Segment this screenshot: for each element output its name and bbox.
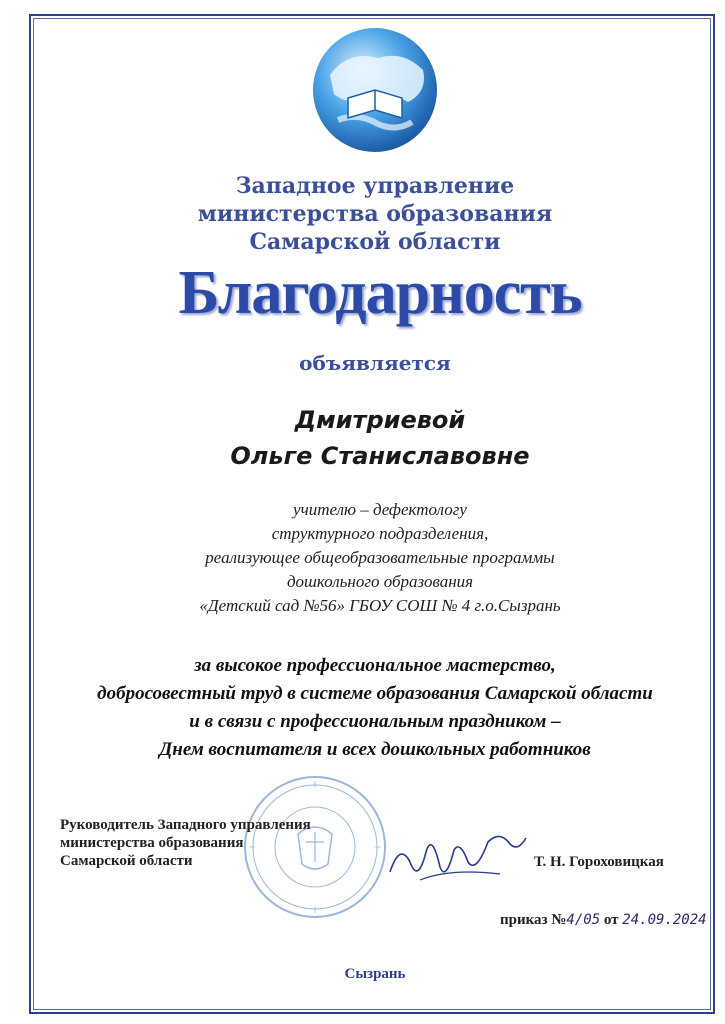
city-name: Сызрань — [344, 966, 406, 982]
position-line: «Детский сад №56» ГБОУ СОШ № 4 г.о.Сызрань — [199, 596, 561, 615]
organization-name — [140, 172, 610, 256]
org-line: министерства образования — [197, 201, 553, 227]
signer-title-line: министерства образования — [60, 835, 244, 851]
recipient-name — [120, 402, 640, 474]
position-line: структурного подразделения, — [271, 524, 489, 543]
order-reference — [500, 912, 707, 929]
position-line: учителю – дефектологу — [293, 500, 467, 519]
recipient-position — [90, 498, 670, 618]
signer-title-line: Руководитель Западного управления — [60, 817, 311, 833]
reason-line: добросовестный труд в системе образования Самарской области — [97, 683, 653, 704]
reason-line: и в связи с профессиональным праздником – — [189, 711, 561, 732]
order-date-label: от — [603, 912, 619, 928]
order-number: 4/05 — [566, 912, 601, 928]
award-reason — [40, 652, 710, 764]
reason-line: Днем воспитателя и всех дошкольных работников — [159, 739, 591, 760]
recipient-line: Дмитриевой — [294, 406, 466, 434]
signer-title-line: Самарской области — [60, 853, 193, 869]
org-line: Самарской области — [249, 229, 501, 255]
position-line: дошкольного образования — [286, 572, 474, 591]
signature-position-block — [60, 816, 311, 870]
order-label: приказ № — [500, 912, 567, 928]
handwritten-signature-icon — [380, 822, 530, 892]
signer-name: Т. Н. Гороховицкая — [534, 854, 664, 870]
org-line: Западное управление — [235, 173, 515, 199]
announced-label: объявляется — [299, 351, 451, 375]
recipient-line: Ольге Станиславовне — [230, 442, 530, 470]
document-title: Благодарность — [178, 259, 582, 327]
position-line: реализующее общеобразовательные программы — [205, 548, 555, 567]
globe-book-emblem-icon — [308, 20, 443, 160]
reason-line: за высокое профессиональное мастерство, — [194, 655, 556, 676]
order-date: 24.09.2024 — [622, 912, 707, 928]
